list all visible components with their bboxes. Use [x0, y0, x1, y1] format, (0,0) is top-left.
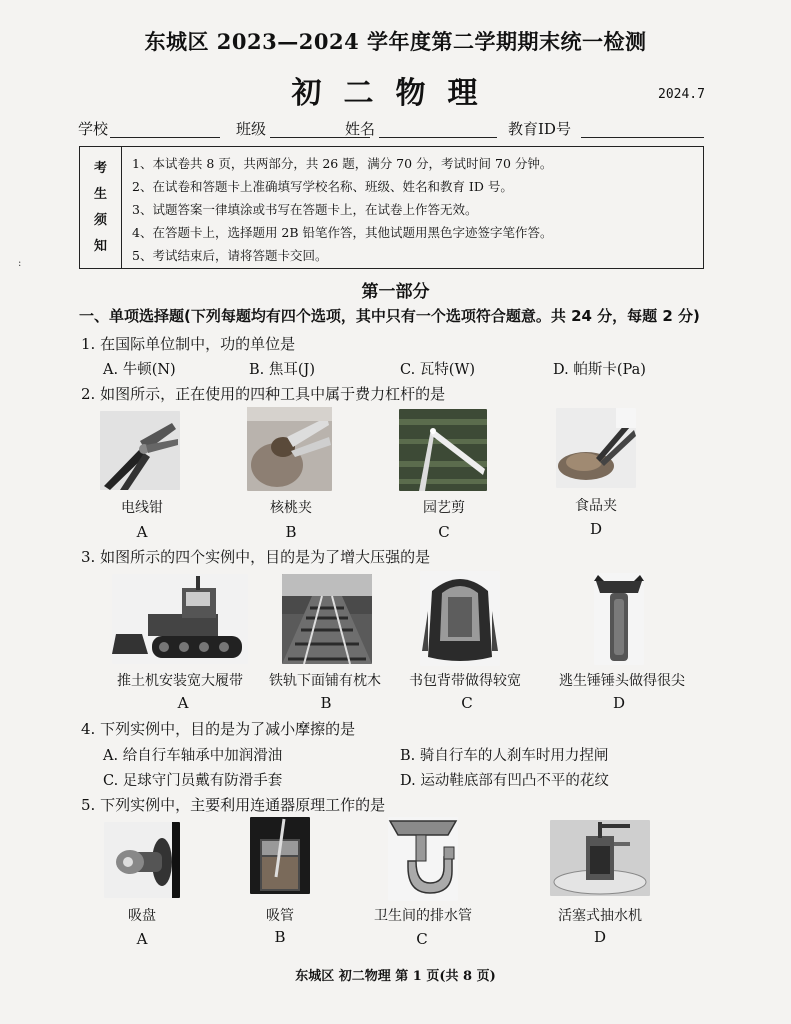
exam-notice-box [79, 146, 704, 269]
class-label: 班级 [236, 120, 267, 138]
drain-pipe-icon[interactable] [388, 817, 458, 901]
question-1-option-c[interactable]: C. 瓦特(W) [400, 362, 476, 378]
escape-hammer-icon[interactable] [594, 573, 644, 665]
q5-caption-d: 活塞式抽水机 [558, 908, 642, 924]
notice-label-char: 生 [93, 186, 107, 202]
notice-item: 2、在试卷和答题卡上准确填写学校名称、班级、姓名和教育 ID 号。 [132, 179, 513, 194]
question-4-stem: 4. 下列实例中，目的是为了减小摩擦的是 [81, 720, 356, 738]
notice-item: 5、考试结束后，请将答题卡交回。 [132, 248, 328, 263]
student-info-line [78, 118, 704, 140]
q2-caption-d: 食品夹 [575, 498, 617, 514]
id-blank[interactable] [581, 137, 704, 138]
piston-pump-icon[interactable] [550, 820, 650, 896]
suction-cup-icon[interactable] [104, 822, 180, 898]
id-label: 教育ID号 [508, 120, 571, 138]
q5-letter-d[interactable]: D [593, 928, 607, 946]
question-5-stem: 5. 下列实例中，主要利用连通器原理工作的是 [81, 796, 386, 814]
school-label: 学校 [78, 120, 109, 138]
q3-letter-c[interactable]: C [461, 694, 473, 712]
question-2-stem: 2. 如图所示，正在使用的四种工具中属于费力杠杆的是 [81, 385, 446, 403]
q3-letter-d[interactable]: D [612, 694, 626, 712]
q2-letter-d[interactable]: D [589, 520, 603, 538]
q2-caption-a: 电线钳 [121, 500, 163, 516]
part-title: 第一部分 [361, 282, 430, 302]
q3-letter-b[interactable]: B [320, 694, 332, 712]
page-footer: 东城区 初二物理 第 1 页(共 8 页) [295, 969, 496, 984]
q3-caption-a: 推土机安装宽大履带 [117, 673, 243, 689]
notice-label-char: 考 [93, 160, 107, 176]
section-heading: 一、单项选择题(下列每题均有四个选项，其中只有一个选项符合题意。共 24 分，每题 2 分) [79, 307, 700, 325]
question-3-stem: 3. 如图所示的四个实例中，目的是为了增大压强的是 [81, 548, 431, 566]
q5-caption-c: 卫生间的排水管 [374, 908, 472, 924]
q2-caption-b: 核桃夹 [270, 500, 312, 516]
exam-subject: 初二物理 [291, 76, 500, 111]
q3-caption-d: 逃生锤锤头做得很尖 [559, 673, 685, 689]
notice-label [80, 147, 122, 268]
question-4-option-b[interactable]: B. 骑自行车的人刹车时用力捏闸 [400, 748, 609, 764]
question-4-option-a[interactable]: A. 给自行车轴承中加润滑油 [103, 748, 283, 764]
backpack-icon[interactable] [420, 571, 500, 666]
q5-letter-c[interactable]: C [416, 930, 428, 948]
nutcracker-icon[interactable] [247, 407, 332, 491]
exam-date: 2024.7 [658, 87, 705, 102]
scan-mark: : [18, 258, 22, 269]
question-1-option-d[interactable]: D. 帕斯卡(Pa) [553, 362, 646, 378]
drinking-straw-icon[interactable] [250, 817, 310, 894]
notice-label-char: 知 [93, 238, 107, 254]
bulldozer-icon[interactable] [112, 574, 248, 664]
q3-letter-a[interactable]: A [177, 694, 189, 712]
railway-track-icon[interactable] [282, 574, 372, 664]
question-1-option-a[interactable]: A. 牛顿(N) [103, 362, 176, 378]
notice-item: 3、试题答案一律填涂或书写在答题卡上，在试卷上作答无效。 [132, 202, 478, 217]
garden-shears-icon[interactable] [399, 409, 487, 491]
notice-item: 4、在答题卡上，选择题用 2B 铅笔作答，其他试题用黑色字迹签字笔作答。 [132, 225, 553, 240]
q3-caption-c: 书包背带做得较宽 [409, 673, 521, 689]
notice-label-char: 须 [93, 212, 107, 228]
q2-letter-b[interactable]: B [285, 523, 297, 541]
question-1-option-b[interactable]: B. 焦耳(J) [249, 362, 316, 378]
q5-caption-a: 吸盘 [128, 908, 156, 924]
name-label: 姓名 [345, 120, 376, 138]
q2-letter-c[interactable]: C [438, 523, 450, 541]
q3-caption-b: 铁轨下面铺有枕木 [269, 673, 381, 689]
q5-caption-b: 吸管 [266, 908, 294, 924]
q5-letter-b[interactable]: B [274, 928, 286, 946]
school-blank[interactable] [110, 137, 220, 138]
wire-pliers-icon[interactable] [100, 411, 180, 490]
exam-title: 东城区 2023—2024 学年度第二学期期末统一检测 [144, 29, 647, 54]
notice-items [132, 152, 553, 267]
q2-caption-c: 园艺剪 [423, 500, 465, 516]
notice-item: 1、本试卷共 8 页，共两部分，共 26 题，满分 70 分，考试时间 70 分钟。 [132, 156, 553, 171]
question-1-stem: 1. 在国际单位制中，功的单位是 [81, 335, 296, 353]
food-tongs-icon[interactable] [556, 408, 636, 488]
question-4-option-c[interactable]: C. 足球守门员戴有防滑手套 [103, 773, 283, 789]
question-4-option-d[interactable]: D. 运动鞋底部有凹凸不平的花纹 [400, 773, 609, 789]
q5-letter-a[interactable]: A [136, 930, 148, 948]
name-blank[interactable] [379, 137, 497, 138]
q2-letter-a[interactable]: A [136, 523, 148, 541]
